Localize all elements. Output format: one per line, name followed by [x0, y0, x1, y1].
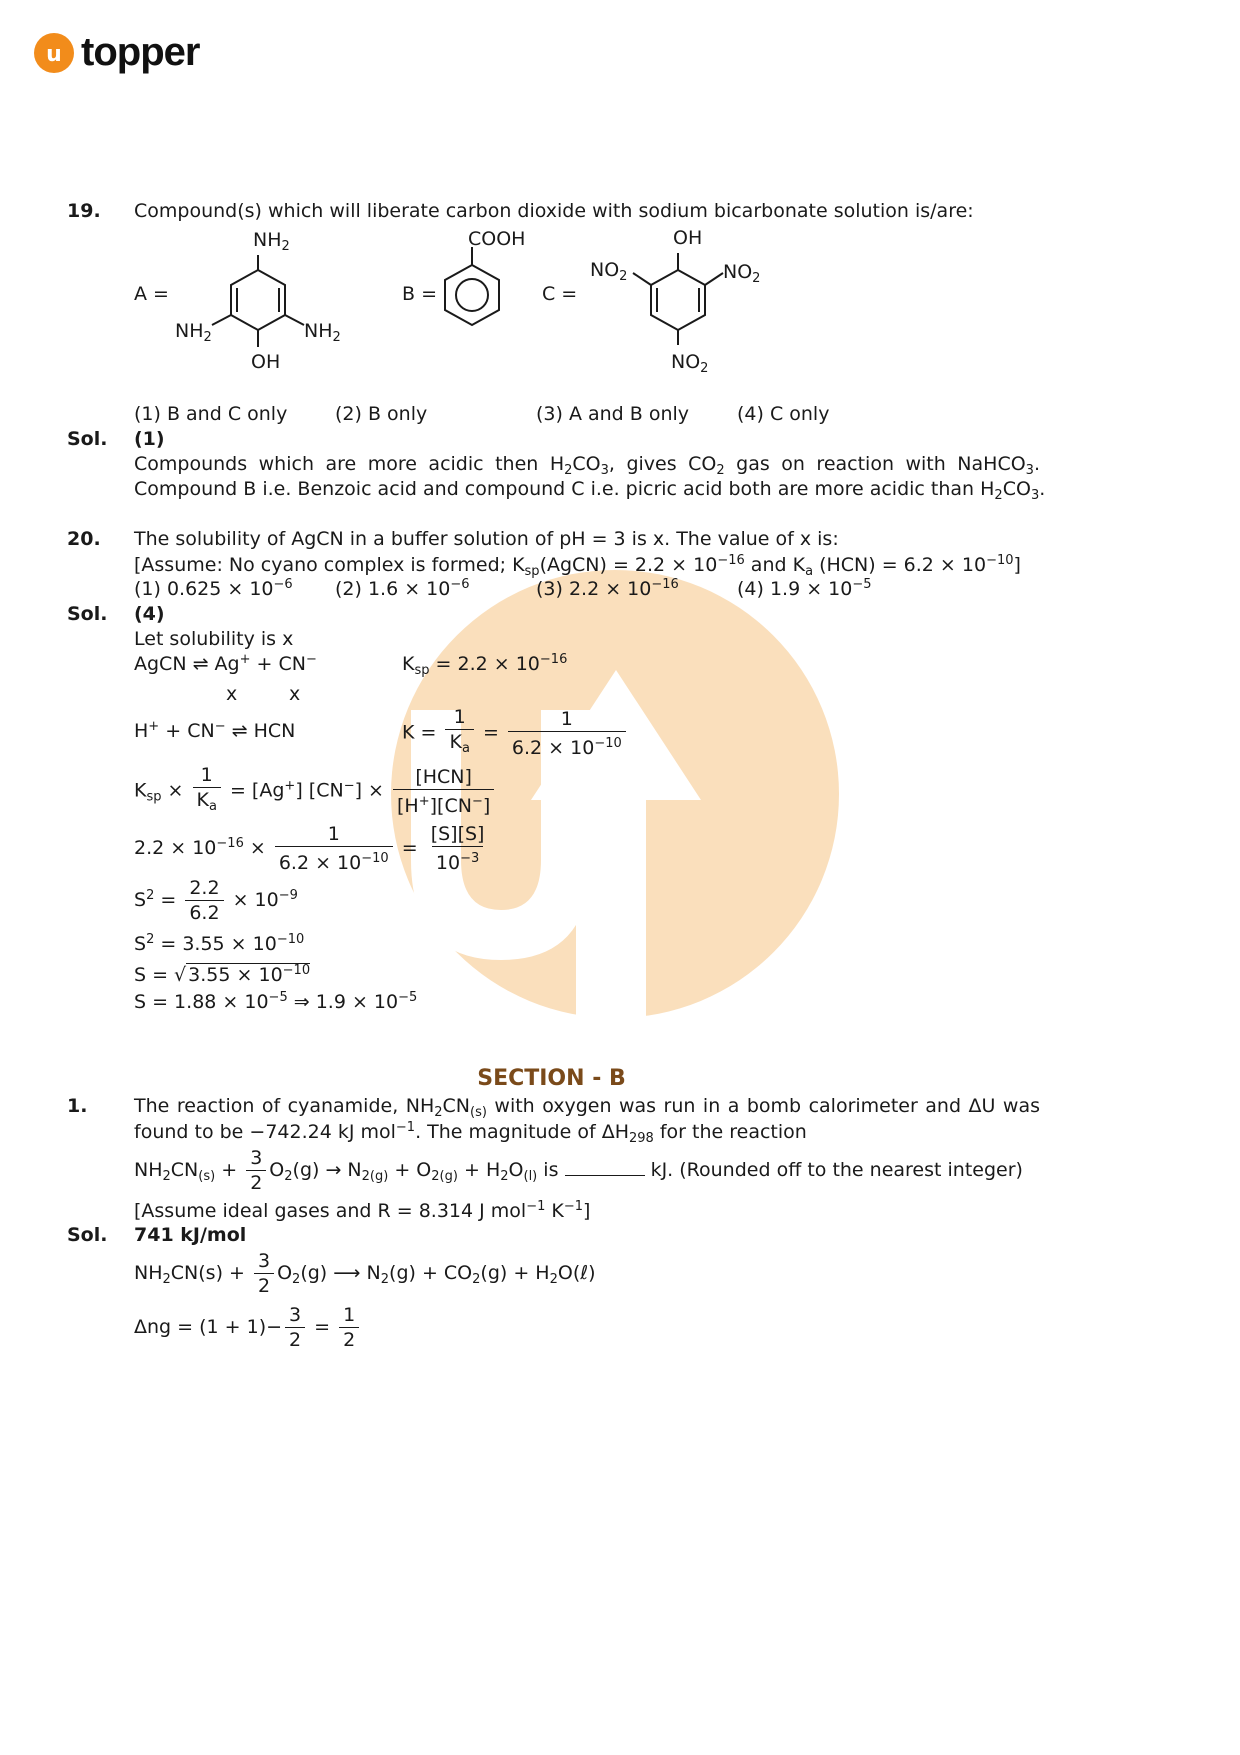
svg-text:OH: OH	[673, 227, 703, 249]
q19-label-c: C =	[542, 283, 578, 305]
q20-s-squared-1: $S^2$ = $\frac{2.2}{6.2}$ × $10^{-9}$	[134, 877, 298, 924]
q20-text: The solubility of AgCN in a buffer solution of pH = 3 is x. The value of x is:	[134, 528, 839, 550]
svg-text:NO2: $NO_2$	[590, 259, 628, 284]
sb-q1-delta-ng: Δng = (1 + 1)− $\frac{3}{2}$ = $\frac{1}{2}$	[134, 1303, 362, 1352]
q20-ksp-times: $K_{sp}$ × $\frac{1}{K_a}$ = [Ag+] [CN−] × $\frac{\text{[HCN]}}{[H^+][CN^-]}$	[134, 763, 497, 819]
q19-explanation: Compounds which are more acidic then $H_2CO_3$, gives $CO_2$ gas on reaction with NaHCO$_3$.	[134, 453, 1040, 478]
q19-number: 19.	[67, 200, 101, 222]
q19-option-3[interactable]: (3) A and B only	[536, 403, 690, 425]
q20-number: 20.	[67, 528, 101, 550]
q20-x-1: x	[226, 683, 238, 705]
svg-text:NH2: $NH_2$	[175, 320, 212, 345]
q19-option-1[interactable]: (1) B and C only	[134, 403, 288, 425]
sb-q1-number: 1.	[67, 1095, 88, 1117]
sb-q1-reaction: $NH_2CN_{(s)}$ + $\frac{3}{2}$ $O_2(g) \to N_{2(g)} + O_{2(g)} + H_2O_{(l)}$ is kJ. (Rounded off to the nearest integer)	[134, 1147, 1023, 1194]
q20-s-squared-2: $S^2 = 3.55 \times 10^{-10}$	[134, 932, 305, 955]
brand-name: topper	[81, 30, 200, 74]
svg-text:u: u	[46, 41, 62, 67]
svg-text:NH2: $NH_2$	[304, 320, 341, 345]
q19-sol-label: Sol.	[67, 428, 108, 450]
q20-eq-dissociation: AgCN ⇌ Ag+ + CN−	[134, 652, 317, 675]
q19-label-b: B =	[402, 283, 437, 305]
q20-sol-label: Sol.	[67, 603, 108, 625]
q20-s-final: $S = 1.88 \times 10^{-5}$ ⇒ $1.9 \times 10^{-5}$	[134, 990, 418, 1013]
q19-option-4[interactable]: (4) C only	[737, 403, 830, 425]
structure-c-picric-acid	[588, 225, 788, 375]
q20-k-expr: K = $\frac{1}{K_a}$ = $\frac{1}{6.2 \times 10^{-10}}$	[402, 705, 629, 761]
topper-logo-icon	[33, 32, 75, 74]
svg-text:NO2: $NO_2$	[723, 261, 761, 286]
q19-text: Compound(s) which will liberate carbon dioxide with sodium bicarbonate solution is/are:	[134, 200, 974, 222]
q20-assumption: [Assume: No cyano complex is formed; $K_{sp}(AgCN) = 2.2 \times 10^{-16}$ and $K_a$ $(HCN) = 6.2 \times 10^{-10}$]	[134, 553, 1021, 579]
q20-option-4[interactable]: (4) $1.9 \times 10^{-5}$	[737, 577, 872, 600]
q20-eq-hcn: H+ + CN− ⇌ HCN	[134, 719, 296, 742]
q20-x-2: x	[289, 683, 301, 705]
sb-q1-answer: 741 kJ/mol	[134, 1224, 247, 1246]
q20-substitution: $2.2 \times 10^{-16}$ × $\frac{1}{6.2 \times 10^{-10}}$ = $\frac{[S][S]}{10^{-3}}$	[134, 823, 485, 874]
q20-let-line: Let solubility is x	[134, 628, 294, 650]
svg-text:NH2: $NH_2$	[253, 229, 290, 254]
sb-q1-assumption: [Assume ideal gases and R = 8.314 J mol$^{-1}$ $K^{-1}$]	[134, 1199, 591, 1222]
svg-text:COOH: COOH	[468, 228, 526, 250]
sb-q1-text: The reaction of cyanamide, $NH_2CN_{(s)}$ with oxygen was run in a bomb calorimeter and ΔU was	[134, 1095, 1040, 1120]
topper-logo[interactable]	[33, 30, 199, 75]
q20-s-root: S = √ $3.55 \times 10^{-10}$	[134, 963, 311, 986]
svg-text:NO2: $NO_2$	[671, 351, 709, 375]
sb-q1-text-2: found to be −742.24 kJ mol$^{-1}$. The magnitude of $\Delta H_{298}$ for the reaction	[134, 1120, 807, 1146]
q19-option-2[interactable]: (2) B only	[335, 403, 428, 425]
section-b-heading: SECTION - B	[477, 1066, 626, 1091]
q19-label-a: A =	[134, 283, 169, 305]
sb-q1-sol-label: Sol.	[67, 1224, 108, 1246]
q19-explanation-2: Compound B i.e. Benzoic acid and compound C i.e. picric acid both are more acidic than $H_2CO_3$.	[134, 478, 1046, 503]
sb-q1-sol-reaction: $NH_2CN(s)$ + $\frac{3}{2}$ $O_2(g)$ ⟶ $N_2(g) + CO_2(g)$ + $H_2O(\ell)$	[134, 1250, 596, 1297]
q20-option-2[interactable]: (2) $1.6 \times 10^{-6}$	[335, 577, 470, 600]
q20-answer: (4)	[134, 603, 165, 625]
q20-option-1[interactable]: (1) $0.625 \times 10^{-6}$	[134, 577, 293, 600]
q19-answer: (1)	[134, 428, 165, 450]
q20-option-3[interactable]: (3) $2.2 \times 10^{-16}$	[536, 577, 679, 600]
svg-text:OH: OH	[251, 351, 281, 373]
q20-ksp-value: $K_{sp} = 2.2 \times 10^{-16}$	[402, 652, 568, 678]
structure-a-diaminophenol	[170, 225, 360, 375]
structure-b-benzoic-acid	[440, 225, 550, 335]
